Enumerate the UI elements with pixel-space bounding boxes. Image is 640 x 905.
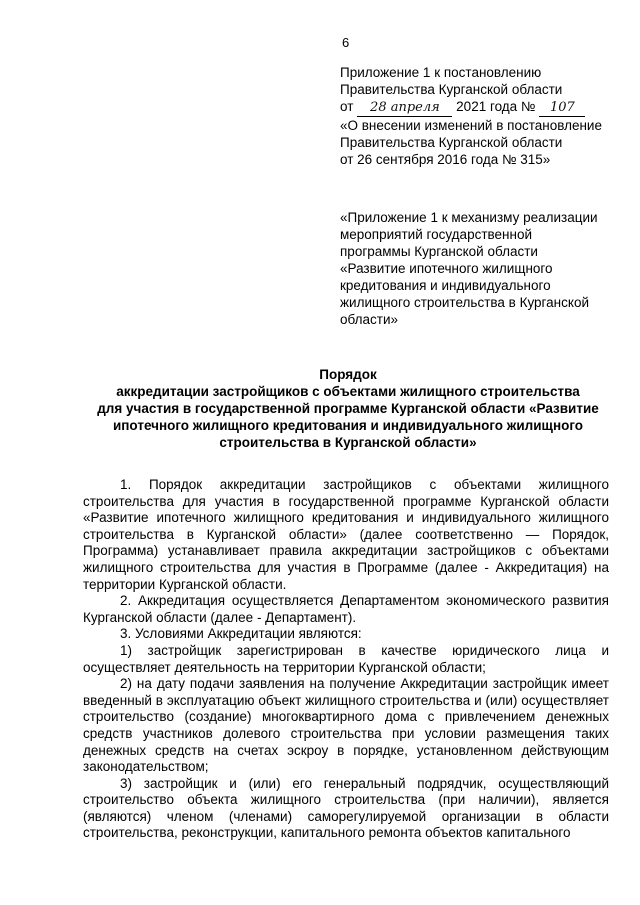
appendix-mechanism-line: «Развитие ипотечного жилищного — [340, 261, 553, 276]
appendix-mechanism-line: «Приложение 1 к механизму реализации — [340, 210, 598, 225]
appendix-mechanism-line: кредитования и индивидуального — [340, 278, 551, 293]
title-line: Порядок — [319, 367, 377, 382]
appendix-date-line — [340, 98, 630, 117]
appendix-header-line: «О внесении изменений в постановление — [340, 118, 602, 133]
appendix-mechanism-line: области» — [340, 312, 399, 327]
appendix-header-line: Приложение 1 к постановлению — [340, 65, 542, 80]
appendix-header-line: Правительства Курганской области — [340, 82, 563, 97]
appendix-header-line: Правительства Курганской области — [340, 135, 563, 150]
title-line: аккредитации застройщиков с объектами жилищного строительства — [116, 384, 580, 399]
paragraph: 2. Аккредитация осуществляется Департаментом экономического развития Курганской области (далее - Департамент). — [83, 593, 609, 625]
appendix-header — [340, 64, 630, 168]
appendix-header-line: от 26 сентября 2016 года № 315» — [340, 152, 551, 167]
title-line: для участия в государственной программе Курганской области «Развитие — [97, 401, 599, 416]
handwritten-date: 28 апреля — [357, 99, 452, 117]
paragraph: 2) на дату подачи заявления на получение Аккредитации застройщик имеет введенный в эксплуатацию объект жилищного строительства и (или) осуществляет строительство (создание) многоквартирного дома с привлечением денежных средств участников долевого строительства при условии размещения таких денежных средств на счетах эскроу в порядке, установленном действующим законодательством; — [83, 676, 609, 775]
document-title — [88, 366, 608, 451]
handwritten-number: 107 — [539, 99, 585, 117]
paragraph: 3. Условиями Аккредитации являются: — [120, 626, 362, 642]
appendix-mechanism-line: программы Курганской области — [340, 244, 538, 259]
appendix-mechanism-line: жилищного строительства в Курганской — [340, 295, 589, 310]
document-body — [83, 477, 609, 842]
date-year: 2021 года № — [456, 99, 536, 114]
paragraph: 1. Порядок аккредитации застройщиков с объектами жилищного строительства для участия в государственной программе Курганской области «Развитие ипотечного жилищного кредитования и индивидуального жилищного строительства в Курганской области» (далее соответственно — Порядок, Программа) устанавливает правила аккредитации застройщиков с объектами жилищного строительства для участия в Программе (далее - Аккредитация) на территории Курганской области. — [83, 477, 609, 592]
date-prefix: от — [340, 99, 354, 114]
title-line: строительства в Курганской области» — [219, 435, 477, 450]
paragraph: 3) застройщик и (или) его генеральный подрядчик, осуществляющий строительство объекта жилищного строительства (при наличии), является (являются) членом (членами) саморегулируемой организации в области строительства, реконструкции, капитального ремонта объектов капитального — [83, 775, 609, 841]
page-number: 6 — [342, 35, 350, 50]
paragraph: 1) застройщик зарегистрирован в качестве юридического лица и осуществляет деятельность на территории Курганской области; — [83, 642, 609, 675]
appendix-mechanism — [340, 209, 610, 328]
appendix-mechanism-line: мероприятий государственной — [340, 227, 532, 242]
title-line: ипотечного жилищного кредитования и индивидуального жилищного — [112, 418, 584, 433]
